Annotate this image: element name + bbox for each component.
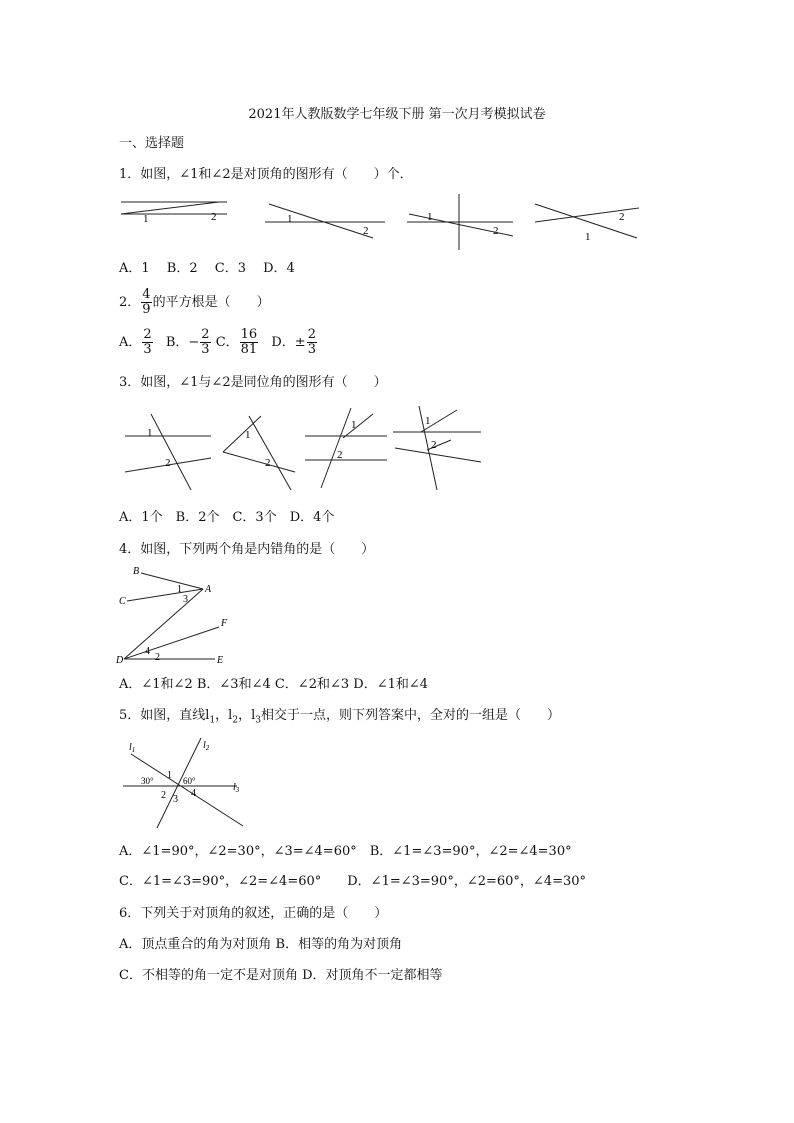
q3-figure-c — [305, 408, 387, 488]
page-title: 2021年人教版数学七年级下册 第一次月考模拟试卷 — [248, 107, 546, 122]
q1-a-angle-1: 1 — [143, 213, 149, 225]
question-4-options: A．∠1和∠2 B．∠3和∠4 C．∠2和∠3 D．∠1和∠4 — [119, 677, 429, 692]
question-2-stem — [119, 288, 270, 317]
svg-text:1: 1 — [245, 429, 251, 441]
q3-figure-d — [393, 406, 481, 490]
svg-text:1: 1 — [425, 415, 431, 427]
q1-d-angle-2: 2 — [619, 211, 625, 223]
question-5-stem: 5．如图，直线$l_1$，$l_2$，$l_3$相交于一点，则下列答案中，全对的一组是（ ） — [119, 708, 560, 726]
svg-text:l3: $l_3$ — [233, 782, 240, 794]
svg-text:D: D — [116, 655, 124, 666]
q1-figure-c — [407, 194, 513, 250]
question-5-options-row2: C．∠1=∠3=90°，∠2=∠4=60° D．∠1=∠3=90°，∠2=60°，∠4=30° — [119, 874, 587, 889]
q3-figures — [115, 400, 485, 495]
q1-c-angle-2: 2 — [493, 225, 499, 237]
svg-text:2: 2 — [161, 790, 166, 801]
question-5-options-row1: A．∠1=90°，∠2=30°，∠3=∠4=60° B．∠1=∠3=90°，∠2=∠4=30° — [119, 844, 572, 859]
q1-figure-b — [265, 204, 385, 238]
svg-text:30°: 30° — [141, 776, 154, 786]
question-1-stem: 1．如图，∠1和∠2是对顶角的图形有（ ）个． — [119, 167, 413, 182]
q2-fraction: $\frac{4}{9}$ — [142, 287, 151, 317]
question-4-stem: 4．如图，下列两个角是内错角的是（ ） — [119, 542, 375, 557]
svg-text:1: 1 — [147, 427, 153, 439]
q1-d-angle-1: 1 — [585, 231, 591, 243]
svg-text:C: C — [119, 596, 126, 607]
svg-text:1: 1 — [177, 584, 182, 595]
question-1-options: A．1 B．2 C．3 D．4 — [119, 261, 295, 276]
svg-text:2: 2 — [165, 457, 171, 469]
svg-text:2: 2 — [265, 457, 271, 469]
question-6-options-row1: A．顶点重合的角为对顶角 B．相等的角为对顶角 — [119, 937, 403, 952]
q4-figure — [115, 562, 240, 672]
svg-text:2: 2 — [337, 449, 343, 461]
svg-text:60°: 60° — [183, 776, 196, 786]
svg-text:B: B — [133, 566, 140, 577]
question-2-options: A． $\frac{2}{3}$ B．− $\frac{2}{3}$ C． $\frac{16}{81}$ D．± $\frac{2}{3}$ — [119, 327, 316, 357]
svg-text:F: F — [221, 618, 228, 629]
q1-c-angle-1: 1 — [427, 211, 433, 223]
question-3-stem: 3．如图，∠1与∠2是同位角的图形有（ ） — [119, 375, 387, 390]
q3-figure-b — [223, 416, 295, 490]
svg-text:l1: $l_1$ — [129, 742, 136, 754]
svg-text:l2: $l_2$ — [203, 740, 210, 752]
svg-text:1: 1 — [351, 419, 357, 431]
question-6-stem: 6．下列关于对顶角的叙述，正确的是（ ） — [119, 906, 388, 921]
q5-figure — [115, 732, 255, 832]
svg-text:2: 2 — [155, 652, 160, 663]
question-3-options: A．1个 B．2个 C．3个 D．4个 — [119, 510, 335, 525]
q1-a-angle-2: 2 — [211, 211, 217, 223]
q1-b-angle-2: 2 — [363, 225, 369, 237]
svg-text:3: 3 — [183, 594, 188, 605]
svg-text:E: E — [217, 655, 224, 666]
q1-b-angle-1: 1 — [287, 213, 293, 225]
svg-text:4: 4 — [191, 788, 196, 799]
question-6-options-row2: C．不相等的角一定不是对顶角 D．对顶角不一定都相等 — [119, 968, 443, 983]
svg-text:1: 1 — [167, 770, 172, 781]
svg-text:4: 4 — [145, 646, 150, 657]
section-heading: 一、选择题 — [119, 136, 185, 151]
q1-figure-a — [121, 202, 227, 225]
svg-text:A: A — [205, 584, 212, 595]
svg-text:2: 2 — [431, 439, 437, 451]
q2-number: 2． — [119, 295, 141, 310]
q1-figures — [115, 190, 645, 250]
q2-tail: 的平方根是（ ） — [152, 295, 270, 310]
q1-figure-d — [535, 204, 639, 243]
q3-figure-a — [125, 414, 211, 490]
svg-text:3: 3 — [173, 794, 178, 805]
